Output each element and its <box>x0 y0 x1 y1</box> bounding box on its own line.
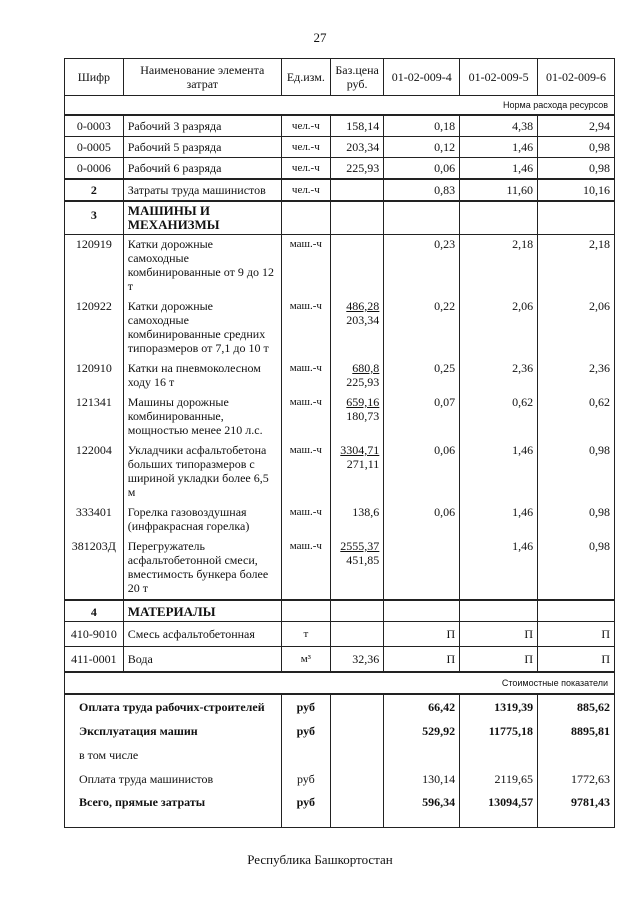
value-cell: 1319,39 <box>460 694 538 719</box>
value-cell: 1,46 <box>460 537 538 600</box>
unit-cell: маш.-ч <box>281 537 330 600</box>
value-cell: 0,18 <box>384 115 460 137</box>
value-cell <box>460 743 538 767</box>
section-4-row <box>65 600 615 622</box>
code-cell: 0-0005 <box>65 137 124 158</box>
value-cell: 1772,63 <box>538 767 615 791</box>
labor-price: 180,73 <box>346 409 380 423</box>
value-cell <box>384 201 460 235</box>
labor-price: 271,11 <box>346 457 380 471</box>
header-col1: 01-02-009-4 <box>384 59 460 96</box>
machine-row <box>65 297 615 359</box>
code-cell: 121341 <box>65 393 124 441</box>
price-cell <box>330 297 383 359</box>
value-cell <box>384 537 460 600</box>
unit-cell <box>281 201 330 235</box>
code-cell: 0-0003 <box>65 115 124 137</box>
code-cell: 120919 <box>65 235 124 298</box>
value-cell: 13094,57 <box>460 791 538 828</box>
machine-row <box>65 441 615 503</box>
value-cell: 1,46 <box>460 503 538 537</box>
price-cell <box>330 622 383 647</box>
value-cell <box>384 743 460 767</box>
total-name: Всего, прямые затраты <box>65 791 282 828</box>
price-cell: 32,36 <box>330 647 383 673</box>
name-cell: Машины дорожные комбинированные, мощностью менее 210 л.с. <box>123 393 281 441</box>
section-number: 2 <box>65 179 124 201</box>
unit-cell: м³ <box>281 647 330 673</box>
value-cell: 885,62 <box>538 694 615 719</box>
code-cell: 120910 <box>65 359 124 393</box>
code-cell: 0-0006 <box>65 158 124 180</box>
header-code: Шифр <box>65 59 124 96</box>
code-cell: 122004 <box>65 441 124 503</box>
price-cell <box>330 719 383 743</box>
value-cell: 1,46 <box>460 137 538 158</box>
price-cell <box>330 743 383 767</box>
value-cell: П <box>460 647 538 673</box>
value-cell: 0,62 <box>538 393 615 441</box>
value-cell <box>538 600 615 622</box>
norm-label: Норма расхода ресурсов <box>65 96 615 116</box>
value-cell: 0,98 <box>538 503 615 537</box>
total-row <box>65 767 615 791</box>
base-price: 3304,71 <box>340 443 380 457</box>
labor-price: 225,93 <box>346 375 380 389</box>
labor-row <box>65 158 615 180</box>
base-price: 486,28 <box>346 299 380 313</box>
name-cell: Рабочий 6 разряда <box>123 158 281 180</box>
section-number: 4 <box>65 600 124 622</box>
total-row <box>65 694 615 719</box>
base-price: 659,16 <box>346 395 380 409</box>
section-2-row <box>65 179 615 201</box>
value-cell <box>538 201 615 235</box>
value-cell: 0,23 <box>384 235 460 298</box>
base-price: 2555,37 <box>340 539 380 553</box>
machine-row <box>65 393 615 441</box>
cost-label-row <box>65 672 615 694</box>
value-cell: П <box>384 622 460 647</box>
value-cell: П <box>538 647 615 673</box>
value-cell: 0,07 <box>384 393 460 441</box>
header-col2: 01-02-009-5 <box>460 59 538 96</box>
total-row <box>65 743 615 767</box>
value-cell: 2,18 <box>460 235 538 298</box>
value-cell: 596,34 <box>384 791 460 828</box>
section-3-row <box>65 201 615 235</box>
unit-cell: руб <box>281 694 330 719</box>
resource-table <box>64 58 615 828</box>
labor-price: 203,34 <box>346 313 380 327</box>
material-row <box>65 647 615 673</box>
name-cell: Катки дорожные самоходные комбинированные от 9 до 12 т <box>123 235 281 298</box>
footer-region: Республика Башкортостан <box>247 852 393 867</box>
total-row <box>65 719 615 743</box>
value-cell: 0,62 <box>460 393 538 441</box>
price-cell <box>330 359 383 393</box>
page-number: 27 <box>313 30 327 45</box>
name-cell: Перегружатель асфальтобетонной смеси, вместимость бункера более 20 т <box>123 537 281 600</box>
name-cell: Укладчики асфальтобетона больших типоразмеров с шириной укладки более 6,5 м <box>123 441 281 503</box>
header-price: Баз.цена руб. <box>330 59 383 96</box>
price-cell <box>330 441 383 503</box>
value-cell: 0,83 <box>384 179 460 201</box>
price-cell <box>330 235 383 298</box>
unit-cell: т <box>281 622 330 647</box>
price-cell <box>330 201 383 235</box>
unit-cell: маш.-ч <box>281 235 330 298</box>
unit-cell: маш.-ч <box>281 441 330 503</box>
labor-price: 138,6 <box>352 505 380 519</box>
base-price: 680,8 <box>352 361 380 375</box>
labor-row <box>65 137 615 158</box>
total-name: Оплата труда машинистов <box>65 767 282 791</box>
name-cell: Рабочий 3 разряда <box>123 115 281 137</box>
value-cell: 66,42 <box>384 694 460 719</box>
value-cell: 2,06 <box>460 297 538 359</box>
code-cell: 120922 <box>65 297 124 359</box>
price-cell <box>330 393 383 441</box>
value-cell: 2119,65 <box>460 767 538 791</box>
value-cell <box>460 600 538 622</box>
value-cell <box>538 743 615 767</box>
price-cell <box>330 694 383 719</box>
name-cell: Рабочий 5 разряда <box>123 137 281 158</box>
value-cell: 10,16 <box>538 179 615 201</box>
value-cell: 2,18 <box>538 235 615 298</box>
header-name: Наименование элемента затрат <box>123 59 281 96</box>
price-cell <box>330 503 383 537</box>
labor-row <box>65 115 615 137</box>
unit-cell: чел.-ч <box>281 179 330 201</box>
value-cell: П <box>460 622 538 647</box>
unit-cell: чел.-ч <box>281 137 330 158</box>
value-cell: П <box>538 622 615 647</box>
unit-cell <box>281 600 330 622</box>
total-name: в том числе <box>65 743 282 767</box>
value-cell: 529,92 <box>384 719 460 743</box>
price-cell: 225,93 <box>330 158 383 180</box>
code-cell: 381203Д <box>65 537 124 600</box>
value-cell: 0,22 <box>384 297 460 359</box>
price-cell <box>330 537 383 600</box>
value-cell: 11775,18 <box>460 719 538 743</box>
unit-cell: маш.-ч <box>281 393 330 441</box>
unit-cell: маш.-ч <box>281 297 330 359</box>
price-cell: 158,14 <box>330 115 383 137</box>
cost-label: Стоимостные показатели <box>65 672 615 694</box>
value-cell: 0,06 <box>384 158 460 180</box>
value-cell: П <box>384 647 460 673</box>
value-cell: 0,98 <box>538 137 615 158</box>
machine-row <box>65 537 615 600</box>
section-title: МАТЕРИАЛЫ <box>123 600 281 622</box>
value-cell: 8895,81 <box>538 719 615 743</box>
name-cell: Смесь асфальтобетонная <box>123 622 281 647</box>
total-row <box>65 791 615 828</box>
value-cell <box>384 600 460 622</box>
unit-cell: маш.-ч <box>281 503 330 537</box>
value-cell: 0,25 <box>384 359 460 393</box>
header-col3: 01-02-009-6 <box>538 59 615 96</box>
unit-cell: чел.-ч <box>281 115 330 137</box>
unit-cell <box>281 743 330 767</box>
machine-row <box>65 359 615 393</box>
value-cell: 11,60 <box>460 179 538 201</box>
value-cell: 2,36 <box>460 359 538 393</box>
value-cell <box>460 201 538 235</box>
unit-cell: руб <box>281 767 330 791</box>
value-cell: 0,06 <box>384 503 460 537</box>
machine-row <box>65 503 615 537</box>
price-cell <box>330 767 383 791</box>
name-cell: Катки на пневмоколесном ходу 16 т <box>123 359 281 393</box>
unit-cell: руб <box>281 719 330 743</box>
section-title: МАШИНЫ И МЕХАНИЗМЫ <box>123 201 281 235</box>
name-cell: Горелка газовоздушная (инфракрасная горелка) <box>123 503 281 537</box>
unit-cell: маш.-ч <box>281 359 330 393</box>
name-cell: Вода <box>123 647 281 673</box>
machine-row <box>65 235 615 298</box>
value-cell: 0,12 <box>384 137 460 158</box>
unit-cell: руб <box>281 791 330 828</box>
value-cell: 0,98 <box>538 441 615 503</box>
header-row <box>65 59 615 96</box>
section-title: Затраты труда машинистов <box>123 179 281 201</box>
code-cell: 333401 <box>65 503 124 537</box>
value-cell: 4,38 <box>460 115 538 137</box>
norm-label-row <box>65 96 615 116</box>
value-cell: 2,36 <box>538 359 615 393</box>
value-cell: 0,98 <box>538 158 615 180</box>
value-cell: 130,14 <box>384 767 460 791</box>
value-cell: 1,46 <box>460 158 538 180</box>
total-name: Эксплуатация машин <box>65 719 282 743</box>
header-unit: Ед.изм. <box>281 59 330 96</box>
labor-price: 451,85 <box>346 553 380 567</box>
code-cell: 411-0001 <box>65 647 124 673</box>
value-cell: 0,98 <box>538 537 615 600</box>
price-cell: 203,34 <box>330 137 383 158</box>
code-cell: 410-9010 <box>65 622 124 647</box>
price-cell <box>330 791 383 828</box>
price-cell <box>330 179 383 201</box>
value-cell: 9781,43 <box>538 791 615 828</box>
section-number: 3 <box>65 201 124 235</box>
value-cell: 0,06 <box>384 441 460 503</box>
price-cell <box>330 600 383 622</box>
value-cell: 2,06 <box>538 297 615 359</box>
value-cell: 1,46 <box>460 441 538 503</box>
value-cell: 2,94 <box>538 115 615 137</box>
unit-cell: чел.-ч <box>281 158 330 180</box>
material-row <box>65 622 615 647</box>
total-name: Оплата труда рабочих-строителей <box>65 694 282 719</box>
name-cell: Катки дорожные самоходные комбинированные средних типоразмеров от 7,1 до 10 т <box>123 297 281 359</box>
